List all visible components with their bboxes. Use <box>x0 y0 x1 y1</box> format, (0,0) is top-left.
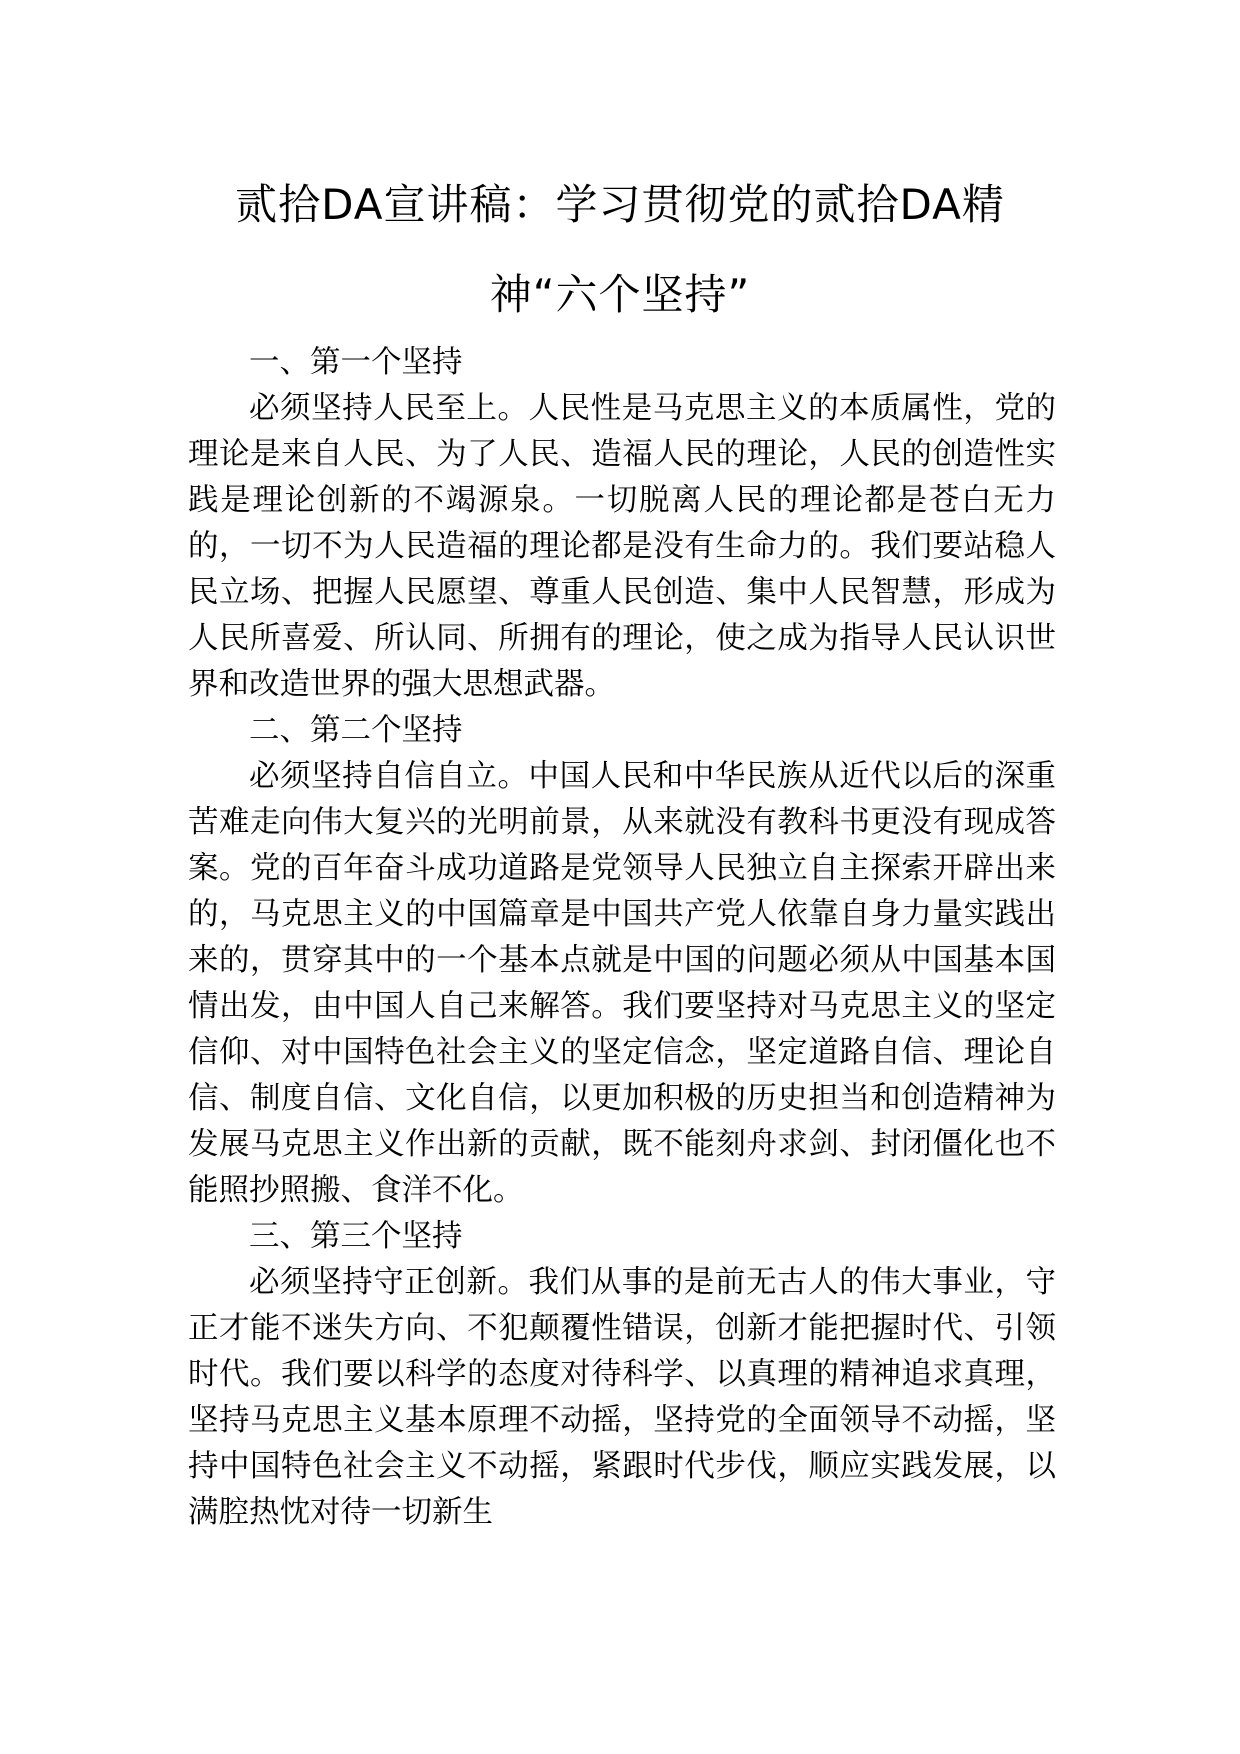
section-heading-3: 三、第三个坚持 <box>249 1219 463 1254</box>
section-paragraph-3: 必须坚持守正创新。我们从事的是前无古人的伟大事业，守正才能不迷失方向、不犯颠覆性错误，创新才能把握时代、引领时代。我们要以科学的态度对待科学、以真理的精神追求真理，坚持马克思主义基本原理不动摇，坚持党的全面领导不动摇，坚持中国特色社会主义不动摇，紧跟时代步伐，顺应实践发展，以满腔热忱对待一切新生 <box>188 1265 1056 1530</box>
section-heading-1: 一、第一个坚持 <box>249 345 463 380</box>
section-heading-2: 二、第二个坚持 <box>249 713 463 748</box>
section-paragraph-2: 必须坚持自信自立。中国人民和中华民族从近代以后的深重苦难走向伟大复兴的光明前景，从来就没有教科书更没有现成答案。党的百年奋斗成功道路是党领导人民独立自主探索开辟出来的，马克思主义的中国篇章是中国共产党人依靠自身力量实践出来的，贯穿其中的一个基本点就是中国的问题必须从中国基本国情出发，由中国人自己来解答。我们要坚持对马克思主义的坚定信仰、对中国特色社会主义的坚定信念，坚定道路自信、理论自信、制度自信、文化自信，以更加积极的历史担当和创造精神为发展马克思主义作出新的贡献，既不能刻舟求剑、封闭僵化也不能照抄照搬、食洋不化。 <box>188 759 1056 1208</box>
document-title: 贰拾DA宣讲稿：学习贯彻党的贰拾DA精神“六个坚持” <box>235 180 1005 319</box>
document-body <box>188 340 1056 1536</box>
section-paragraph-1: 必须坚持人民至上。人民性是马克思主义的本质属性，党的理论是来自人民、为了人民、造福人民的理论，人民的创造性实践是理论创新的不竭源泉。一切脱离人民的理论都是苍白无力的，一切不为人民造福的理论都是没有生命力的。我们要站稳人民立场、把握人民愿望、尊重人民创造、集中人民智慧，形成为人民所喜爱、所认同、所拥有的理论，使之成为指导人民认识世界和改造世界的强大思想武器。 <box>188 391 1056 702</box>
